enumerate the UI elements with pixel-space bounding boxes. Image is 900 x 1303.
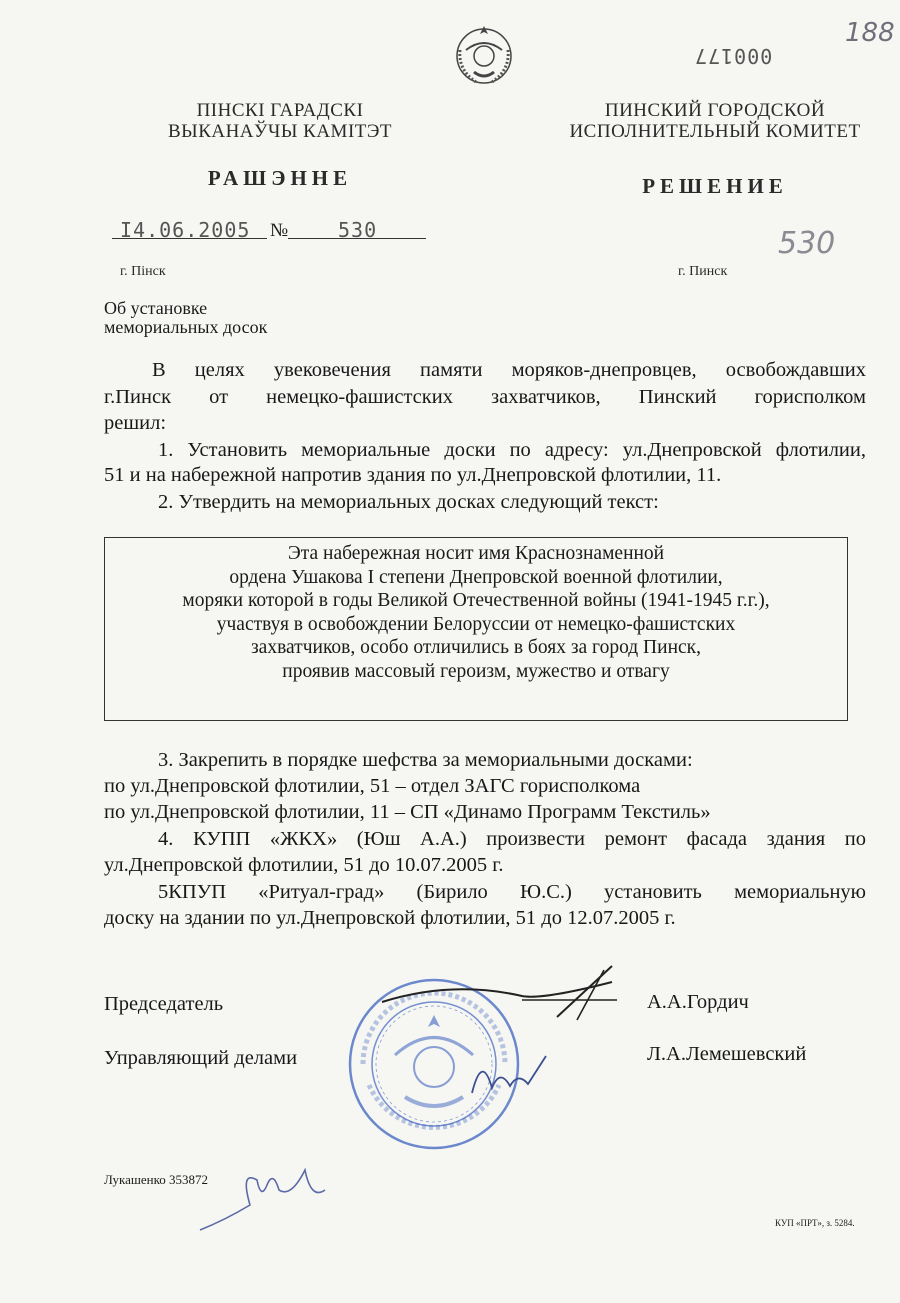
header-right-line2: ИСПОЛНИТЕЛЬНЫЙ КОМИТЕТ [569, 121, 861, 142]
header-left-line1: ПІНСКІ ГАРАДСКІ [196, 100, 364, 121]
chair-signature [372, 962, 622, 1022]
point3-line3: по ул.Днепровской флотилии, 11 – СП «Динамо Программ Текстиль» [104, 801, 711, 823]
header-right-title: РЕШЕНИЕ [642, 174, 788, 198]
coat-of-arms-emblem [452, 20, 516, 90]
point5-line1: 5КПУП «Ритуал-град» (Бирило Ю.С.) установить мемориальную [158, 881, 866, 903]
decision-number: 530 [338, 218, 378, 242]
subject-line1: Об установке [104, 298, 208, 318]
point1-line1: 1. Установить мемориальные доски по адресу: ул.Днепровской флотилии, [158, 439, 866, 461]
plaque-text-box [104, 537, 848, 721]
subject-line2: мемориальных досок [104, 317, 268, 337]
manager-role: Управляющий делами [104, 1047, 298, 1069]
executor-signature [195, 1150, 335, 1240]
chair-role: Председатель [104, 993, 224, 1015]
city-right: г. Пинск [678, 264, 728, 279]
date-underline [112, 238, 267, 239]
number-sign: № [270, 220, 289, 241]
intro-line2: г.Пинск от немецко-фашистских захватчиков, Пинский горисполком [104, 386, 866, 408]
plaque-line: участвуя в освобождении Белоруссии от немецко-фашистских [216, 613, 736, 635]
header-left-title: РАШЭННЕ [207, 166, 353, 190]
manager-signature [462, 1048, 552, 1103]
manager-name: Л.А.Лемешевский [647, 1043, 807, 1065]
number-underline [288, 238, 426, 239]
plaque-line: моряки которой в годы Великой Отечественной войны (1941-1945 г.г.), [182, 590, 770, 611]
point3-line1: 3. Закрепить в порядке шефства за мемориальными досками: [158, 749, 693, 771]
plaque-line: проявив массовый героизм, мужество и отвагу [282, 660, 670, 682]
plaque-line: ордена Ушакова I степени Днепровской военной флотилии, [229, 566, 723, 588]
intro-line3: решил: [104, 412, 167, 434]
plaque-line: Эта набережная носит имя Краснознаменной [287, 543, 665, 564]
header-left-line2: ВЫКАНАЎЧЫ КАМІТЭТ [167, 121, 393, 142]
plaque-line: захватчиков, особо отличились в боях за город Пинск, [250, 637, 702, 658]
point3-line2: по ул.Днепровской флотилии, 51 – отдел ЗАГС горисполкома [104, 775, 641, 797]
point2-line: 2. Утвердить на мемориальных досках следующий текст: [158, 491, 659, 513]
decision-date: I4.06.2005 [120, 218, 251, 242]
point5-line2: доску на здании по ул.Днепровской флотилии, 51 до 12.07.2005 г. [104, 907, 676, 929]
serial-number-stamp: 000177 [694, 44, 773, 68]
intro-line1: В целях увековечения памяти моряков-днепровцев, освобождавших [152, 359, 866, 381]
handwritten-number: 530 [778, 226, 836, 261]
point4-line2: ул.Днепровской флотилии, 51 до 10.07.2005 г. [104, 854, 504, 876]
page-number-handwritten: 188 [845, 18, 895, 48]
point4-line1: 4. КУПП «ЖКХ» (Юш А.А.) произвести ремонт фасада здания по [158, 828, 866, 850]
executor-note: Лукашенко 353872 [104, 1172, 209, 1187]
printer-note: КУП «ПРТ», з. 5284. [775, 1218, 855, 1228]
point1-line2: 51 и на набережной напротив здания по ул.Днепровской флотилии, 11. [104, 464, 722, 486]
chair-name: А.А.Гордич [647, 991, 749, 1013]
city-left: г. Пінск [120, 264, 166, 279]
header-right-line1: ПИНСКИЙ ГОРОДСКОЙ [604, 100, 826, 121]
